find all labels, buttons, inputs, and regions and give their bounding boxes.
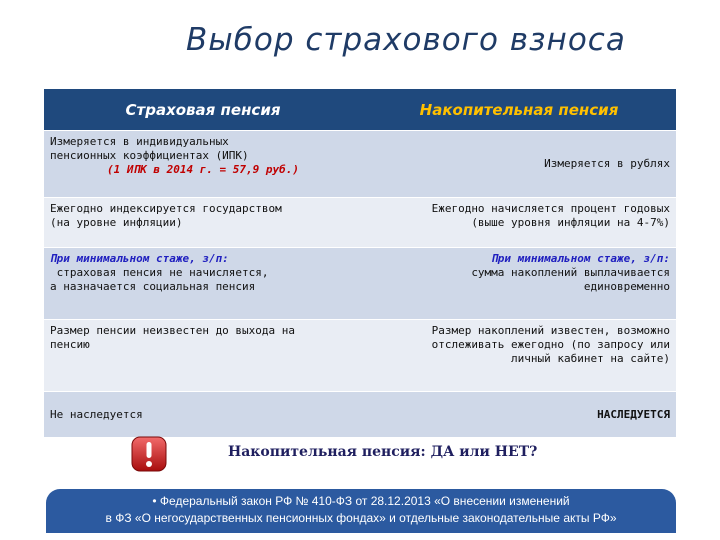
footer-line: • Федеральный закон РФ № 410-ФЗ от 28.12.2013 «О внесении изменений [152,494,570,508]
cell-text: (на уровне инфляции) [50,216,183,229]
cell-text: Измеряется в рублях [544,157,670,170]
table-cell [362,198,676,248]
ipk-note: (1 ИПК в 2014 г. = 57,9 руб.) [106,163,300,176]
table-row [44,320,676,392]
table-cell [362,392,676,438]
cell-text: страховая пенсия не начисляется, [50,266,269,279]
cell-text: Ежегодно начисляется процент годовых [431,202,670,215]
header-insurance-pension: Страховая пенсия [44,89,362,131]
header-funded-pension: Накопительная пенсия [362,89,676,131]
table-row [44,198,676,248]
cell-heading: При минимальном стаже, з/п: [50,252,229,265]
table-cell [44,320,362,392]
cell-text: личный кабинет на сайте) [511,352,670,365]
table-header-row [44,89,676,131]
cell-text: а назначается социальная пенсия [50,280,256,293]
page-title: Выбор страхового взноса [186,22,626,58]
cell-text: (выше уровня инфляции на 4-7%) [471,216,670,229]
comparison-table [44,89,676,437]
table-cell [362,131,676,198]
table-cell [44,392,362,438]
cell-text: Измеряется в индивидуальных [50,135,229,148]
table-row [44,392,676,438]
exclamation-icon [131,436,167,472]
table-row [44,248,676,320]
cell-text: пенсионных коэффициентах (ИПК) [50,149,249,162]
cell-text: пенсию [50,338,90,351]
cell-heading: При минимальном стаже, з/п: [491,252,670,265]
cell-text: НАСЛЕДУЕТСЯ [597,407,670,421]
cell-text: Размер пенсии неизвестен до выхода на [50,324,296,337]
cell-text: отслеживать ежегодно (по запросу или [431,338,670,351]
footer-line: в ФЗ «О негосударственных пенсионных фондах» и отдельные законодательные акты РФ» [105,511,617,525]
cell-text: Не наследуется [50,407,143,421]
table-cell [44,131,362,198]
table-row [44,131,676,198]
table-cell [362,248,676,320]
table-cell [44,198,362,248]
cell-text: Ежегодно индексируется государством [50,202,282,215]
cell-text: единовременно [583,280,670,293]
question-text: Накопительная пенсия: ДА или НЕТ? [228,444,538,460]
table-cell [44,248,362,320]
footer-banner [46,489,676,533]
cell-text: сумма накоплений выплачивается [471,266,670,279]
cell-text: Размер накоплений известен, возможно [431,324,670,337]
table-cell [362,320,676,392]
